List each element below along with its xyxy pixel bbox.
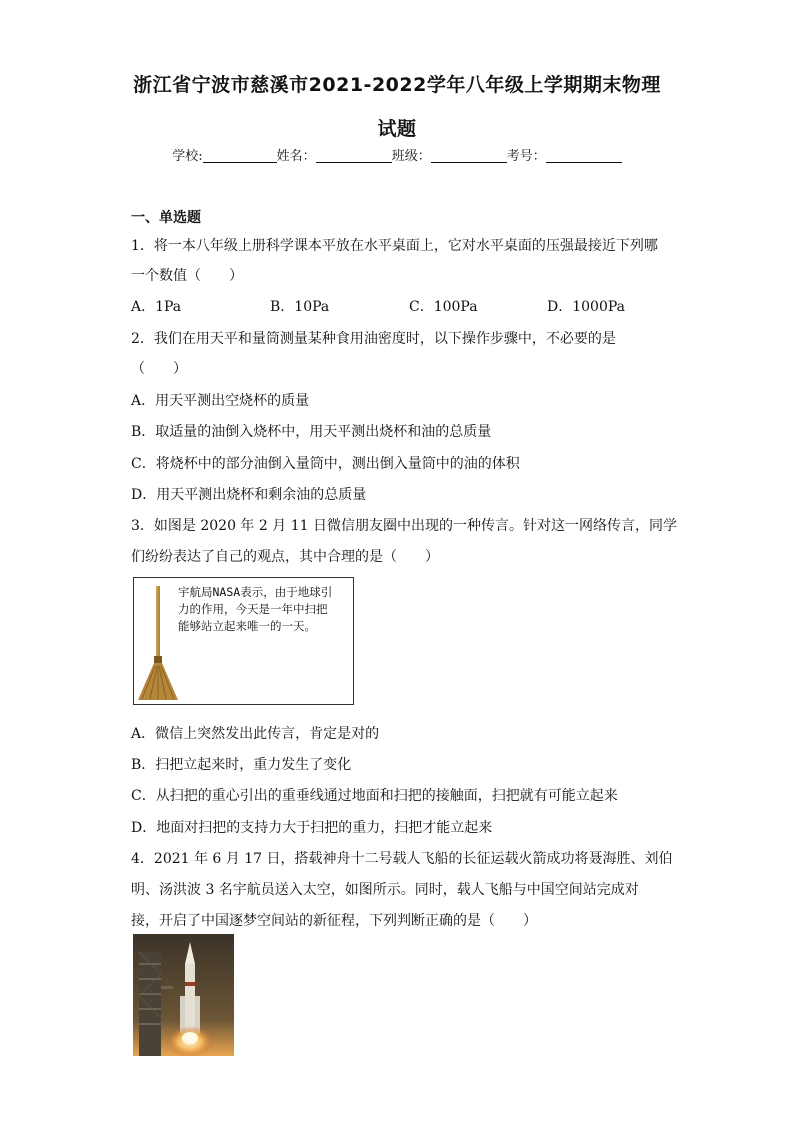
q1-option-b[interactable]: B．10Pa: [270, 299, 330, 315]
q3-option-c[interactable]: C．从扫把的重心引出的重垂线通过地面和扫把的接触面，扫把就有可能立起来: [131, 788, 618, 804]
q3-option-b[interactable]: B．扫把立起来时，重力发生了变化: [131, 757, 352, 773]
rocket-launch-photo: [133, 934, 234, 1056]
school-label: 学校:: [172, 149, 203, 164]
q2-stem-line-2: （ ）: [131, 361, 187, 377]
q2-option-c[interactable]: C．将烧杯中的部分油倒入量筒中，测出倒入量筒中的油的体积: [131, 456, 520, 472]
q1-option-c[interactable]: C．100Pa: [409, 299, 478, 315]
q1-option-d[interactable]: D．1000Pa: [547, 299, 625, 315]
q2-stem-line-1: 2．我们在用天平和量筒测量某种食用油密度时，以下操作步骤中，不必要的是: [131, 331, 616, 347]
q1-stem-line-1: 1．将一本八年级上册科学课本平放在水平桌面上，它对水平桌面的压强最接近下列哪: [131, 238, 658, 254]
document-title-line-1: 浙江省宁波市慈溪市2021-2022学年八年级上学期期末物理: [133, 74, 661, 96]
q2-option-d[interactable]: D．用天平测出烧杯和剩余油的总质量: [131, 487, 367, 503]
q1-option-a[interactable]: A．1Pa: [131, 299, 182, 315]
section-title: 一、单选题: [131, 210, 201, 226]
q2-option-a[interactable]: A．用天平测出空烧杯的质量: [131, 393, 310, 409]
q4-stem-line-1: 4．2021 年 6 月 17 日，搭载神舟十二号载人飞船的长征运载火箭成功将聂海胜、刘伯: [131, 851, 673, 867]
document-title-line-2: 试题: [377, 118, 417, 140]
rocket-launch-image: [133, 934, 234, 1056]
broom-illustration: [134, 578, 178, 704]
exam-number-label: 考号：: [506, 149, 546, 164]
q4-stem-line-3: 接，开启了中国逐梦空间站的新征程，下列判断正确的是（ ）: [131, 913, 537, 929]
q3-option-a[interactable]: A．微信上突然发出此传言，肯定是对的: [131, 726, 380, 742]
broom-rumor-figure: [133, 577, 354, 705]
name-label: 姓名：: [276, 149, 316, 164]
school-blank[interactable]: [203, 148, 277, 163]
q3-option-d[interactable]: D．地面对扫把的支持力大于扫把的重力，扫把才能立起来: [131, 820, 493, 836]
rumor-caption: 宇航局NASA表示，由于地球引 力的作用，今天是一年中扫把 能够站立起来唯一的一天。: [178, 585, 333, 633]
student-info-line: [0, 145, 794, 164]
q3-stem-line-2: 们纷纷表达了自己的观点，其中合理的是（ ）: [131, 549, 439, 565]
q4-stem-line-2: 明、汤洪波 3 名宇航员送入太空，如图所示。同时，载人飞船与中国空间站完成对: [131, 882, 639, 898]
name-blank[interactable]: [316, 148, 392, 163]
q3-stem-line-1: 3．如图是 2020 年 2 月 11 日微信朋友圈中出现的一种传言。针对这一网络传言，同学: [131, 518, 677, 534]
q1-stem-line-2: 一个数值（ ）: [131, 268, 243, 284]
class-blank[interactable]: [431, 148, 507, 163]
exam-number-blank[interactable]: [546, 148, 622, 163]
q2-option-b[interactable]: B．取适量的油倒入烧杯中，用天平测出烧杯和油的总质量: [131, 424, 492, 440]
class-label: 班级：: [391, 149, 431, 164]
